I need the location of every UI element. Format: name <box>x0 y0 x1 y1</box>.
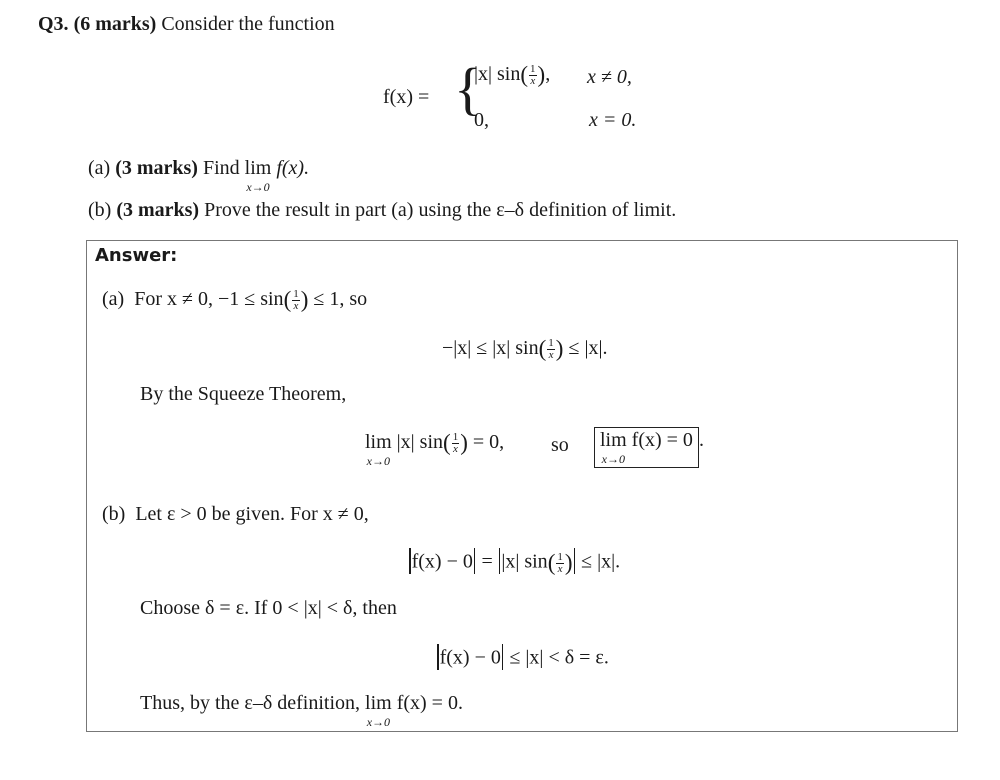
answer-a-inequality: −|x| ≤ |x| sin( $\frac{1}{x}$ ) ≤ |x|. <box>442 336 608 361</box>
part-b-marks: (3 marks) <box>116 199 200 221</box>
function-lhs: f(x) = <box>383 86 430 108</box>
part-a-marks: (3 marks) <box>115 157 198 179</box>
answer-b-epsilon-bound: f(x) − 0 ≤ |x| < δ = ε. <box>436 646 609 672</box>
answer-a-line1: (a) For x ≠ 0, −1 ≤ sin( $\frac{1}{x}$ ) ≤ 1, so <box>102 287 368 312</box>
answer-b-bound: f(x) − 0 = |x| sin( $\frac{1}{x}$ ) ≤ |x|. <box>408 550 620 576</box>
part-b-question: (b) (3 marks) Prove the result in part (a) using the ε–δ definition of limit. <box>88 199 677 221</box>
left-brace: { <box>454 56 482 121</box>
boxed-result: lim x→0 f(x) = 0 . <box>594 427 704 468</box>
answer-b-label: (b) <box>102 503 126 525</box>
conclusion-text: Thus, by the ε–δ definition, lim x→0 f(x) = 0. <box>140 692 463 729</box>
answer-a-limit-result: lim x→0 |x| sin( $\frac{1}{x}$ ) = 0, <box>365 430 505 468</box>
answer-b-line1: (b) Let ε > 0 be given. For x ≠ 0, <box>102 503 369 525</box>
question-number: Q3. <box>38 13 69 35</box>
limit-operator: lim x→0 <box>244 157 272 194</box>
part-b-label: (b) <box>88 199 112 221</box>
case2-condition: x = 0. <box>589 109 637 131</box>
part-a-question: (a) (3 marks) Find lim x→0 f(x). <box>88 157 310 194</box>
case2-expression: 0, <box>474 109 489 131</box>
case1-condition: x ≠ 0, <box>587 66 632 88</box>
answer-heading: Answer: <box>95 245 178 266</box>
question-header <box>38 14 335 34</box>
answer-a-label: (a) <box>102 288 125 311</box>
part-a-label: (a) <box>88 157 111 179</box>
fraction-1-over-x: $\frac{1}{x}$ <box>530 63 536 87</box>
question-marks: (6 marks) <box>73 13 157 35</box>
case1-expression: |x| sin( $\frac{1}{x}$ ), <box>474 62 551 87</box>
choose-delta-text: Choose δ = ε. If 0 < |x| < δ, then <box>140 597 397 619</box>
question-intro: Consider the function <box>161 13 335 35</box>
squeeze-theorem-text: By the Squeeze Theorem, <box>140 383 347 405</box>
so-word: so <box>551 434 569 456</box>
